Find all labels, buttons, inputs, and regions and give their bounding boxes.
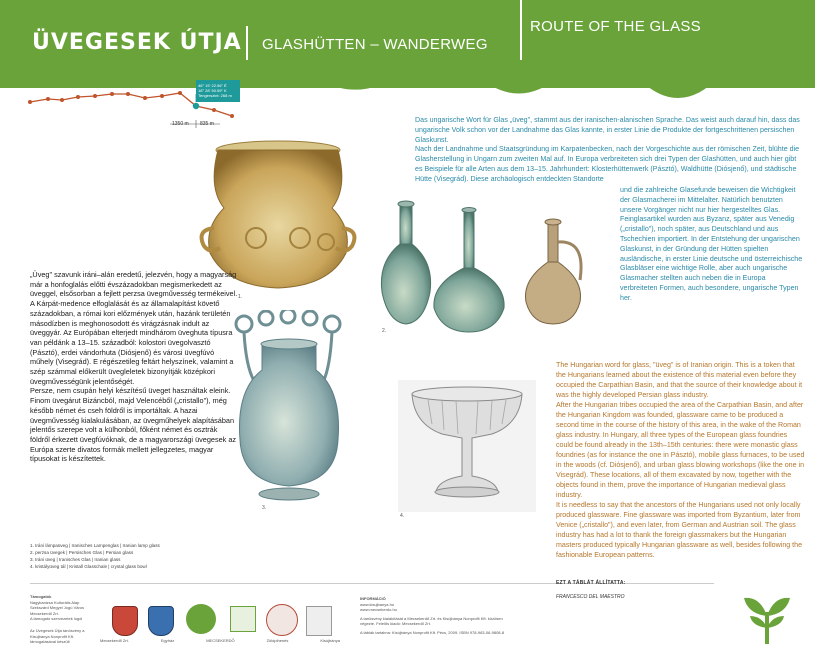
legend-item-4: 4. kristályüveg tál | Kristall Glasschale | crystal glass bowl [30,564,147,569]
footer-supporters [30,594,100,645]
hu-paragraph-3: Persze, nem csupán helyi készítésű üveget használtak eleink. Finom üvegárut Bizáncból, majd Velencéből („cristallo"), még később német és cseh földről is importáltak. A hazai üvegművesség kialakulásában, az üvegműhelyek alapításában jelentős szerepe volt a külhonból, főként német és osztrák földről érkezett üvegfúvóknak, de a magyarországi üvegesek az Európa szerte divatos formák mellett jellegzetes, magyar típusokat is készítettek. [30,386,237,464]
info-link: www.mecsekerdo.hu [360,607,397,613]
figure-2-persian-glasses [372,192,602,337]
info-note: A táblák tartalma: Kisújbánya Nonprofit Kft. Pécs, 2009. ISBN 978-963-06-9808-8 [360,629,505,635]
supporters-line: A támogató szervezetek logói [30,616,83,622]
supporters-line: Szekszárd Megyei Jogú Város [30,605,85,611]
info-title: INFORMÁCIÓ [360,596,386,601]
page-title-de: GLASHÜTTEN – WANDERWEG [262,36,488,53]
coordinate-readout [198,83,242,98]
figure-4-crystal-bowl [398,380,536,512]
distance-right: 835 m [200,121,214,127]
info-link: www.kisujbanya.hu [360,601,395,607]
supporters-line: Nagykanizsa Kulturális Alap [30,599,80,605]
supporters-title: Támogatók [30,594,52,599]
title-divider [246,26,248,60]
coord-elev: Tengerszint: 268 m [198,93,232,98]
distance-left: 1350 m [172,121,189,127]
en-paragraph-2: After the Hungarian tribes occupied the area of the Carpathian Basin, and after the Hungarian Kingdom was founded, glassware came to be produced a second time in the course of the history of this area, in the wake of the Roman glass industry. In Hungary, all three types of the European glass foundries could be found already in the 13th–15th centuries: there were monastic glass foundries (as for instance the one in Pásztó), mobile glass furnaces, to be used in the woods (cf. Diósjenő), and urban glass blowing workshops (like the one in Visegrád). These locations, all of them excavated by now, together with the objects found in them, prove the importance of Hungarian medieval glass industry. [556,401,805,499]
footer-information [360,596,510,636]
text-german-side [620,186,803,304]
logo-caption: Egyház [160,638,175,643]
en-paragraph-1: The Hungarian word for glass, "üveg" is of Iranian origin. This is a token that the Hungarians learned about the existence of this material even before they occupied the Carpathian Basin, and that the source of their knowledge about it was the highly developed Persian glass industry. [556,361,803,399]
zold-logo [230,606,256,632]
trail-logo-icon [738,586,796,646]
coord-lat: 46° 15' 22.96" É [198,83,227,88]
mecsekerdo-logo [186,604,216,634]
legend-item-1: 1. Iráni lámpaüveg | Iranisches Lampenglas | Iranian lamp glass [30,543,160,548]
en-paragraph-3: It is needless to say that the ancestors of the Hungarians used not only locally produced glassware. Fine glassware was imported from Byzantium, later from Venice („cristallo"), and even later, from German and Austrian soil. The glass industry has had a lot to thank the foreign glassmakers but the Hungarian masters produced typically Hungarian glassware as well, besides following the fashionable European patterns. [556,501,803,559]
figure-legend [30,542,160,570]
footer-divider [30,583,780,584]
text-english [556,360,806,560]
de-paragraph-1: Das ungarische Wort für Glas „üveg", stammt aus der iranischen-alanischen Sprache. Das weist auch darauf hin, dass das ungarische Volk schon vor der Landnahme das Glas kannte, in erster Linie die Produkte der fortgeschrittenen persischen Glaskunst. [415,116,800,144]
coat-of-arms-1-logo [112,606,138,636]
logo-caption: MECSEKERDŐ [206,638,235,643]
round-emblem-logo [266,604,298,636]
figure-3-iranian-glass [232,310,348,506]
logo-caption: Zöldpihenés [266,638,289,643]
info-text: A tanösvény kialakítását a Mecsekerdő Zrt. és Kisújbánya Nonprofit Kft. közösen végezte. Felelős kiadó: Mecsekerdő Zrt. [360,615,503,627]
sponsor-label: EZT A TÁBLÁT ÁLLÍTATTA: [556,580,626,586]
supporters-line: Mecsekerdő Zrt. [30,610,59,616]
de-paragraph-2: Nach der Landnahme und Staatsgründung im Karpatenbecken, nach der Vorgeschichte aus der römischen Zeit, blühte die Glasherstellung in Ungarn zum zweiten Mal auf. In Europa verbreiteten sich drei Typen der Glashütten, und auch hier gibt es Beispiele für alle Arten aus dem 13–15. Jahrhundert: Klosterhüttenwerk (Pásztó), Waldhütte (Diósjenő), und städtische Hütte (Visegrád). Diese archäologisch entdeckten Standorte [415,145,800,183]
logo-captions [100,638,340,644]
coord-lon: 18° 28' 50.59" K [198,88,227,93]
page-title-en: ROUTE OF THE GLASS [530,18,701,35]
de-paragraph-3: und die zahlreiche Glasefunde beweisen die Wichtigkeit der Glasmacherei im Mittelalter. Natürlich benutzten unsere Vorgänger nicht nur hier hergestelltes Glas. Feinglasartikel wurden aus Byzanz, später aus Venedig („cristallo"), noch später, aus Deutschland und aus Tschechien importiert. In der Entstehung der ungarischen Glaskunst, in der Gründung der Hütten spielten ausländische, in erster Linie deutsche und österreichische Glasbläser eine wichtige Rolle, aber auch ungarische Glasmacher stellten auch neben die in Europa verbreiteten Formen, auch besondere, ungarische Typen her. [620,186,803,302]
figure-4-number: 4. [400,513,405,519]
tree-logo [306,606,332,636]
hu-paragraph-2: A Kárpát-medence elfoglalását és az államalapítást követő századokban, a római kori előzmények után, hazánk területén másodízben is meghonosodott és virágzásnak indult az üveggyár. Az Európában elterjedt mindhárom üveghuta típusra van példánk a 13–15. századból: kolostori üvegolvasztó (Pásztó), erdei vándorhuta (Diósjenő) és városi üvegfúvó műhely (Visegrád). E régészetileg feltárt helyszínek, valamint a szép számmal előkerült üvegleletek bizonyítják középkori üvegművességünk jelentőségét. [30,299,234,386]
logo-caption: Mecsekerdő Zrt. [100,638,129,643]
supporters-note: Az Üvegesek Útja tanösvény a Kisújbánya Nonprofit Kft. támogatásával készült [30,627,85,645]
current-position-marker [193,103,199,109]
figure-1-number: 1. [238,294,243,300]
legend-item-2: 2. perzsa üvegek | Persisches Glas | Persian glass [30,550,134,555]
legend-item-3: 3. Iráni üveg | Iranisches Glas | Iranian glass [30,557,121,562]
logo-caption: Kisújbánya [320,638,340,643]
page-title-hu: ÜVEGESEK ÚTJA [32,30,242,55]
text-german-top [415,116,803,185]
sponsor-name: FRANCESCO DEL MAESTRO [556,594,625,600]
hu-paragraph-1: „Üveg" szavunk iráni–alán eredetű, jelezvén, hogy a magyarság már a honfoglalás előtti évszázadokban megismerkedett az üveggel, elsősorban a fejlett perzsa üvegművesség termékeivel. [30,270,238,299]
title-divider-2 [520,0,522,60]
text-hungarian [30,270,238,464]
coat-of-arms-2-logo [148,606,174,636]
figure-2-number: 2. [382,328,387,334]
figure-3-number: 3. [262,505,267,511]
